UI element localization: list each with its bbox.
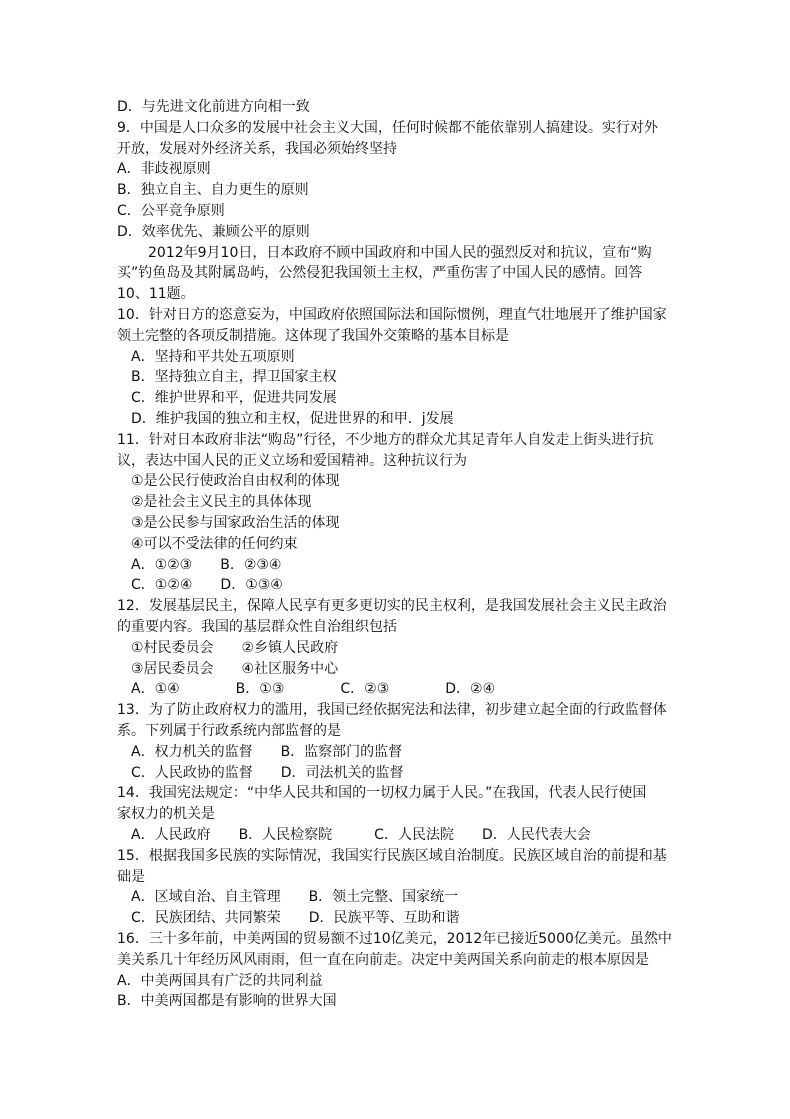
text-line: 的重要内容。我国的基层群众性自治组织包括 <box>117 619 397 635</box>
text-line: 11．针对日本政府非法“购岛”行径，不少地方的群众尤其足青年人自发走上街头进行抗 <box>117 431 654 448</box>
text-line: B．独立自主、自力更生的原则 <box>117 182 309 199</box>
text-line: 16．三十多年前，中美两国的贸易额不过10亿美元，2012年已接近5000亿美元。虽然中 <box>117 931 672 947</box>
text-line: 2012年9月10日，日本政府不顾中国政府和中国人民的强烈反对和抗议，宣布“购 <box>148 244 652 261</box>
text-line: C．民族团结、共同繁荣 D．民族平等、互助和谐 <box>131 910 460 927</box>
text-line: A．人民政府 B．人民检察院 C．人民法院 D．人民代表大会 <box>131 827 591 843</box>
text-line: 础是 <box>117 868 145 885</box>
text-line: 领土完整的各项反制措施。这体现了我国外交策略的基本目标是 <box>117 327 509 344</box>
text-line: 12．发展基层民主，保障人民享有更多更切实的民主权利，是我国发展社会主义民主政治 <box>117 598 667 615</box>
text-line: 议，表达中国人民的正义立场和爱国精神。这种抗议行为 <box>117 452 467 469</box>
text-line: A．权力机关的监督 B．监察部门的监督 <box>131 743 403 760</box>
text-line: ③是公民参与国家政治生活的体现 <box>131 515 340 531</box>
text-line: A．非歧视原则 <box>117 161 211 178</box>
text-line: A．①④ B．①③ C．②③ D．②④ <box>131 681 496 698</box>
text-line: ②是社会主义民主的具体体现 <box>131 494 312 511</box>
text-line: 13．为了防止政府权力的滥用，我国已经依据宪法和法律，初步建立起全面的行政监督体 <box>117 702 667 719</box>
text-line: 9．中国是人口众多的发展中社会主义大国，任何时候都不能依靠别人搞建设。实行对外 <box>117 119 658 136</box>
text-line: 10．针对日方的恣意妄为，中国政府依照国际法和国际惯例，理直气壮地展开了维护国家 <box>117 307 667 323</box>
text-line: 10、11题。 <box>117 286 195 303</box>
text-line: A．中美两国具有广泛的共同利益 <box>117 972 323 989</box>
text-line: ①是公民行使政治自由权利的体现 <box>131 473 340 490</box>
text-line: C．维护世界和平，促进共同发展 <box>131 390 337 407</box>
text-line: A．区域自治、自主管理 B．领土完整、国家统一 <box>131 889 459 906</box>
text-line: A．坚持和平共处五项原则 <box>131 348 295 365</box>
text-line: ④可以不受法律的任何约束 <box>131 535 298 552</box>
text-line: 15．根据我国多民族的实际情况，我国实行民族区域自治制度。民族区域自治的前提和基 <box>117 847 667 864</box>
text-line: 开放，发展对外经济关系，我国必须始终坚持 <box>117 140 397 157</box>
text-line: 系。下列属于行政系统内部监督的是 <box>117 723 341 739</box>
text-line: C．人民政协的监督 D．司法机关的监督 <box>131 764 404 781</box>
text-line: C．①②④ D．①③④ <box>131 577 283 594</box>
text-line: B．中美两国都是有影响的世界大国 <box>117 993 337 1010</box>
text-line: A．①②③ B．②③④ <box>131 556 282 573</box>
text-line: B．坚持独立自主，捍卫国家主权 <box>131 369 337 386</box>
text-line: 家权力的机关是 <box>117 806 215 823</box>
text-line: D．与先进文化前进方向相一致 <box>117 99 310 115</box>
text-line: 买”钓鱼岛及其附属岛屿，公然侵犯我国领土主权，严重伤害了中国人民的感情。回答 <box>117 265 643 282</box>
text-line: ①村民委员会 ②乡镇人民政府 <box>131 639 339 656</box>
text-line: ③居民委员会 ④社区服务中心 <box>131 660 339 677</box>
text-line: D．维护我国的独立和主权，促进世界的和甲．j发展 <box>131 411 454 427</box>
text-line: C．公平竞争原则 <box>117 203 225 219</box>
text-line: D．效率优先、兼顾公平的原则 <box>117 223 310 240</box>
text-line: 美关系几十年经历风风雨雨，但一直在向前走。决定中美两国关系向前走的根本原因是 <box>117 951 649 968</box>
text-line: 14．我国宪法规定：“中华人民共和国的一切权力属于人民。”在我国，代表人民行使国 <box>117 785 647 802</box>
